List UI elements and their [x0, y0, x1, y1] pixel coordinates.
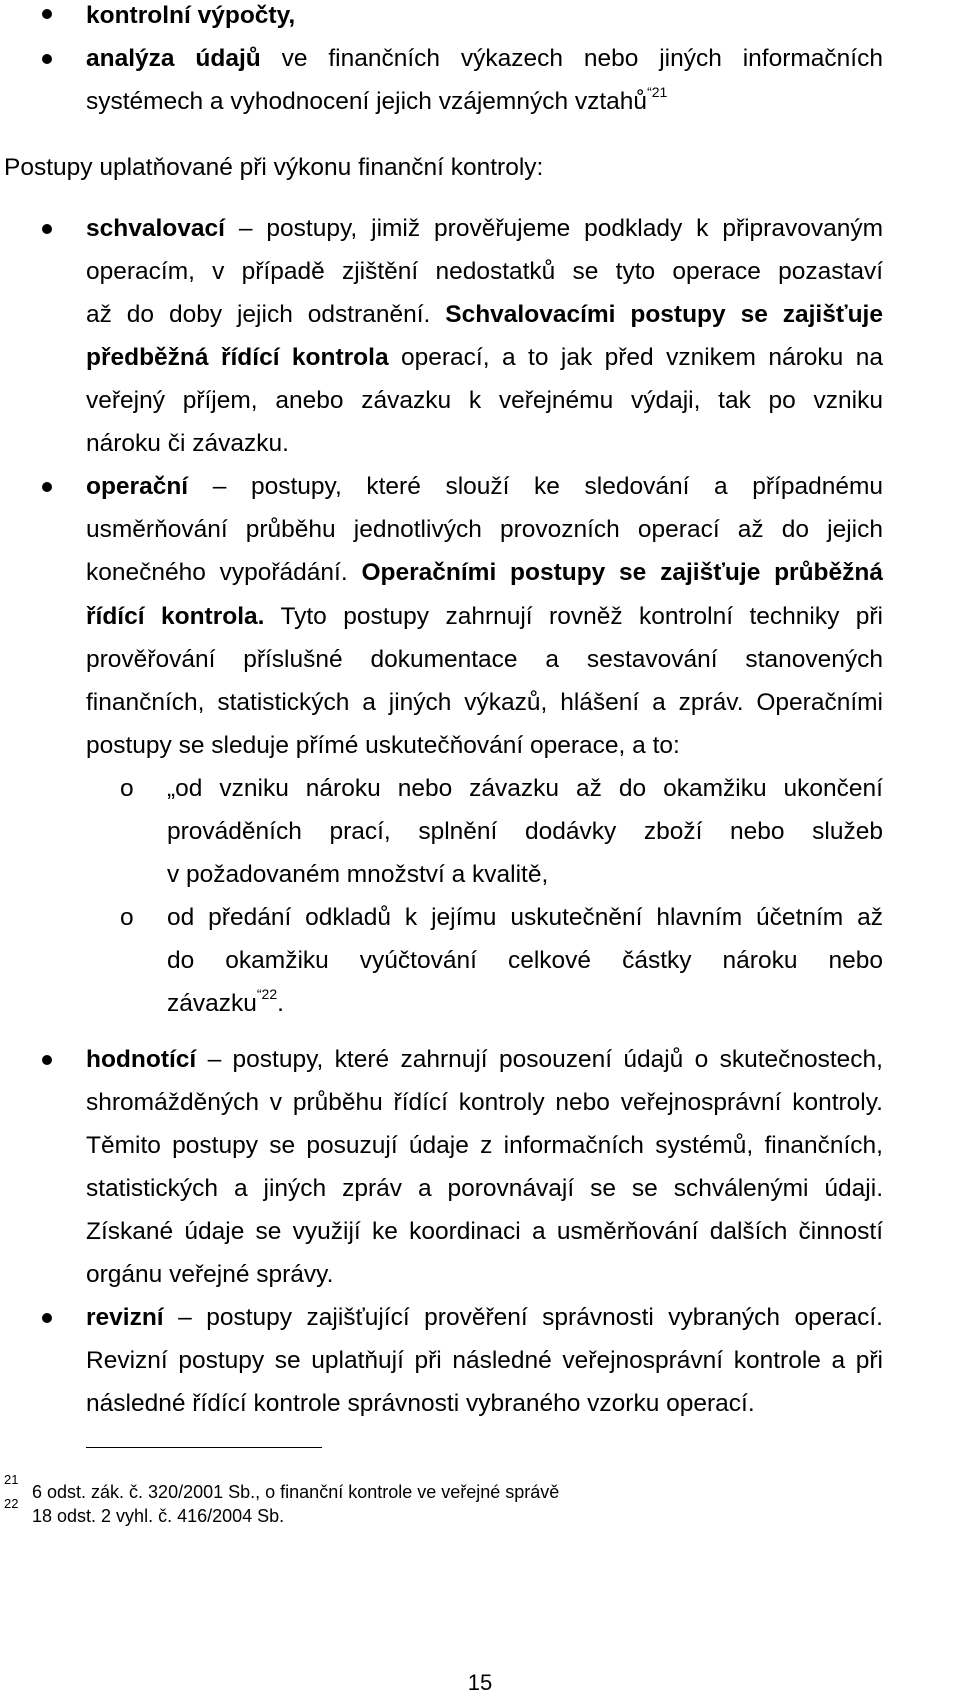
text-line: systémech a vyhodnocení jejich vzájemných vztahů$^{“21}$ [86, 84, 668, 115]
footnote-ref: “21 [647, 84, 668, 100]
footnote-number: 22 [4, 1496, 19, 1511]
text-line: orgánu veřejné správy. [86, 1261, 334, 1288]
bullet-dot [42, 54, 52, 64]
list-item-operacni: operační – postupy, které slouží ke sledování a případnému [86, 473, 883, 500]
sublist-item-line: „od vzniku nároku nebo závazku až do okamžiku ukončení [167, 775, 883, 802]
list-item-kontrolni-vypocty: kontrolní výpočty, [86, 2, 296, 29]
footnote-ref: “22 [256, 986, 278, 1002]
section-intro: Postupy uplatňované při výkonu finanční kontroly: [4, 154, 544, 181]
bullet-dot [42, 1055, 52, 1065]
text-line: konečného vypořádání. Operačními postupy se zajišťuje průběžná [86, 559, 883, 586]
text-line: nároku či závazku. [86, 430, 289, 457]
sublist-item-line: od předání odkladů k jejímu uskutečnění hlavním účetním až [167, 904, 883, 931]
text-line: shromážděných v průběhu řídící kontroly nebo veřejnosprávní kontroly. [86, 1089, 883, 1116]
text-line: prověřování příslušné dokumentace a sestavování stanovených [86, 646, 883, 673]
list-item-revizni: revizní – postupy zajišťující prověření správnosti vybraných operací. [86, 1304, 883, 1331]
text-line: postupy se sleduje přímé uskutečňování operace, a to: [86, 732, 680, 759]
sublist-item-line: závazku$^{“22}$. [167, 986, 284, 1017]
text-line: následné řídící kontrole správnosti vybraného vzorku operací. [86, 1390, 755, 1417]
text-line: statistických a jiných zpráv a porovnávají se se schválenými údaji. [86, 1175, 883, 1202]
footnote-text: 18 odst. 2 vyhl. č. 416/2004 Sb. [32, 1506, 285, 1526]
sublist-item-line: do okamžiku vyúčtování celkové částky nároku nebo [167, 947, 883, 974]
sublist-item-line: prováděních prací, splnění dodávky zboží nebo služeb [167, 818, 883, 845]
list-item-hodnotici: hodnotící – postupy, které zahrnují posouzení údajů o skutečnostech, [86, 1046, 883, 1073]
bullet-dot [42, 1313, 52, 1323]
text-line: finančních, statistických a jiných výkazů, hlášení a zpráv. Operačními [86, 689, 883, 716]
text-line: Revizní postupy se uplatňují při následné veřejnosprávní kontrole a při [86, 1347, 883, 1374]
footnote-separator [86, 1447, 322, 1448]
text-line: řídící kontrola. Tyto postupy zahrnují rovněž kontrolní techniky při [86, 603, 883, 630]
bullet-dot [42, 224, 52, 234]
text-line: Získané údaje se využijí ke koordinaci a usměrňování dalších činností [86, 1218, 883, 1245]
footnote-number: 21 [4, 1472, 19, 1487]
bullet-dot [42, 482, 52, 492]
sublist-item-line: v požadovaném množství a kvalitě, [167, 861, 549, 888]
footnote-text: 6 odst. zák. č. 320/2001 Sb., o finanční kontrole ve veřejné správě [32, 1482, 560, 1502]
sublist-marker: o [120, 904, 134, 931]
bullet-dot [42, 9, 52, 19]
text-line: usměrňování průběhu jednotlivých provozních operací až do jejich [86, 516, 883, 543]
text-line: operacím, v případě zjištění nedostatků se tyto operace pozastaví [86, 258, 883, 285]
sublist-marker: o [120, 775, 134, 802]
text-line: Těmito postupy se posuzují údaje z informačních systémů, finančních, [86, 1132, 883, 1159]
text-line: předběžná řídící kontrola operací, a to jak před vznikem nároku na [86, 344, 883, 371]
list-item-analyza-line: analýza údajů ve finančních výkazech nebo jiných informačních [86, 45, 883, 72]
list-item-schvalovaci: schvalovací – postupy, jimiž prověřujeme podklady k připravovaným [86, 215, 883, 242]
page-number: 15 [467, 1670, 493, 1695]
text-line: až do doby jejich odstranění. Schvalovacími postupy se zajišťuje [86, 301, 883, 328]
text-line: veřejný příjem, anebo závazku k veřejnému výdaji, tak po vzniku [86, 387, 883, 414]
